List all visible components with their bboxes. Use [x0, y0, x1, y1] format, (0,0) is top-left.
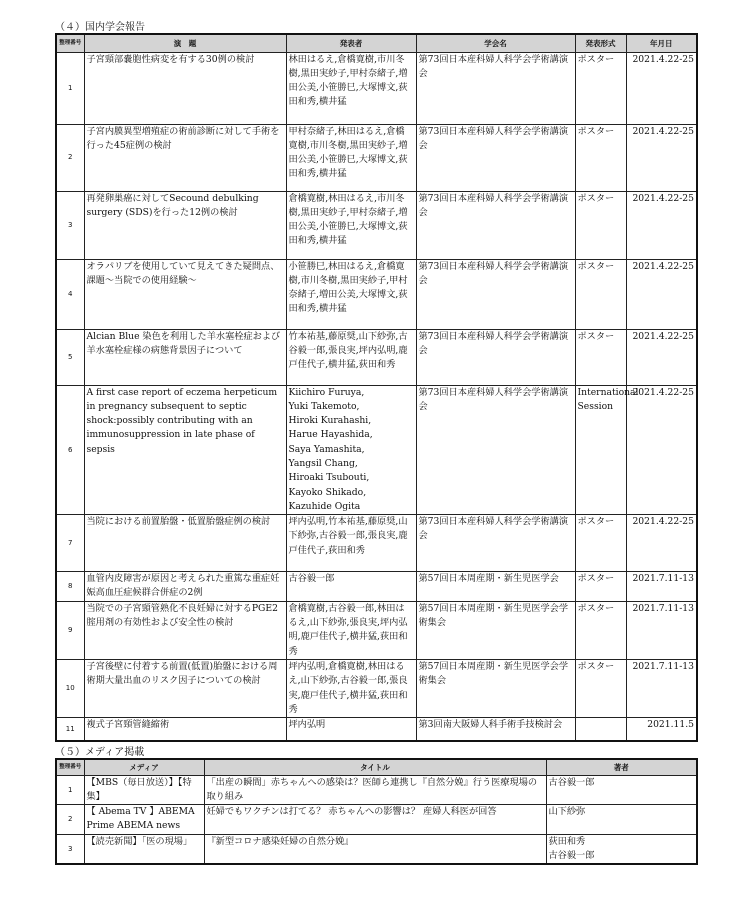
row-title: A first case report of eczema herpeticum in pregnancy subsequent to septic shock:possibly contributing with an immunosuppression in late phase of sepsis [84, 385, 286, 515]
row-number: 6 [56, 385, 84, 515]
row-title: 当院での子宮頸管熟化不良妊婦に対するPGE2腟用剤の有効性および安全性の検討 [84, 601, 286, 659]
row-format: ポスター [575, 659, 626, 717]
row-presenters: 坪内弘明 [286, 718, 416, 741]
section-title-media: （５）メディア掲載 [55, 747, 145, 758]
row-presenters: 坪内弘明,竹本祐基,藤原奨,山下紗弥,古谷毅一郎,張良実,鹿戸佳代子,荻田和秀 [286, 515, 416, 572]
media-row-number: 1 [56, 775, 84, 805]
row-conference: 第73回日本産科婦人科学会学術講演会 [416, 124, 575, 191]
header-conference: 学会名 [416, 34, 575, 52]
media-row-title: 『新型コロナ感染妊婦の自然分娩』 [204, 834, 546, 864]
row-format: ポスター [575, 515, 626, 572]
row-title: 子宮後壁に付着する前置(低置)胎盤における周術期大量出血のリスク因子についての検討 [84, 659, 286, 717]
row-date: 2021.4.22-25 [626, 124, 697, 191]
row-format: ポスター [575, 572, 626, 602]
row-conference: 第57回日本周産期・新生児医学会学術集会 [416, 601, 575, 659]
row-format: ポスター [575, 52, 626, 124]
row-presenters: 林田はるえ,倉橋寛樹,市川冬樹,黒田実紗子,甲村奈緒子,増田公美,小笹勝巳,大塚博文,荻田和秀,横井猛 [286, 52, 416, 124]
media-header-media: メディア [84, 759, 204, 775]
row-conference: 第73回日本産科婦人科学会学術講演会 [416, 515, 575, 572]
row-presenters: 小笹勝巳,林田はるえ,倉橋寛樹,市川冬樹,黒田実紗子,甲村奈緒子,増田公美,大塚博文,荻田和秀,横井猛 [286, 259, 416, 329]
media-row-title: 妊婦でもワクチンは打てる？ 赤ちゃんへの影響は？ 産婦人科医が回答 [204, 805, 546, 835]
row-number: 10 [56, 659, 84, 717]
table-row [56, 515, 697, 572]
row-date: 2021.4.22-25 [626, 191, 697, 259]
row-conference: 第73回日本産科婦人科学会学術講演会 [416, 52, 575, 124]
table-row [56, 52, 697, 124]
row-format: ポスター [575, 191, 626, 259]
header-presenters: 発表者 [286, 34, 416, 52]
row-title: 当院における前置胎盤・低置胎盤症例の検討 [84, 515, 286, 572]
table-row [56, 259, 697, 329]
row-title: 血管内皮障害が原因と考えられた重篤な重症妊娠高血圧症候群合併症の2例 [84, 572, 286, 602]
table-row [56, 775, 697, 805]
row-title: 複式子宮頸管縫縮術 [84, 718, 286, 741]
row-conference: 第73回日本産科婦人科学会学術講演会 [416, 385, 575, 515]
row-title: オラパリブを使用していて見えてきた疑問点、課題～当院での使用経験～ [84, 259, 286, 329]
row-title: 再発卵巣癌に対してSecound debulking surgery (SDS)を行った12例の検討 [84, 191, 286, 259]
media-row-number: 3 [56, 834, 84, 864]
table-row [56, 834, 697, 864]
row-number: 5 [56, 329, 84, 385]
row-presenters: 竹本祐基,藤原奨,山下紗弥,古谷毅一郎,張良実,坪内弘明,鹿戸佳代子,横井猛,荻田和秀 [286, 329, 416, 385]
media-table [55, 758, 698, 865]
media-row-media: 【 Abema TV 】ABEMA Prime ABEMA news [84, 805, 204, 835]
row-number: 9 [56, 601, 84, 659]
table-row [56, 191, 697, 259]
row-presenters: Kiichiro Furuya, Yuki Takemoto, Hiroki Kurahashi, Harue Hayashida, Saya Yamashita, Yangsil Chang, Hiroaki Tsubouti, Kayoko Shikado, Kazuhide Ogita [286, 385, 416, 515]
media-row-media: 【MBS（毎日放送）】【特集】 [84, 775, 204, 805]
media-row-title: 「出産の瞬間」赤ちゃんへの感染は？医師ら連携し『自然分娩』行う医療現場の取り組み [204, 775, 546, 805]
row-format: International Session [575, 385, 626, 515]
table-row [56, 805, 697, 835]
row-number: 4 [56, 259, 84, 329]
row-format: ポスター [575, 601, 626, 659]
header-title: 演 題 [84, 34, 286, 52]
table-row [56, 385, 697, 515]
row-title: 子宮内膜異型増殖症の術前診断に対して手術を行った45症例の検討 [84, 124, 286, 191]
row-date: 2021.4.22-25 [626, 52, 697, 124]
row-conference: 第57回日本周産期・新生児医学会学術集会 [416, 659, 575, 717]
row-number: 2 [56, 124, 84, 191]
row-format: ポスター [575, 124, 626, 191]
row-number: 11 [56, 718, 84, 741]
row-presenters: 古谷毅一郎 [286, 572, 416, 602]
row-date: 2021.4.22-25 [626, 385, 697, 515]
row-presenters: 坪内弘明,倉橋寛樹,林田はるえ,山下紗弥,古谷毅一郎,張良実,鹿戸佳代子,横井猛,荻田和秀 [286, 659, 416, 717]
row-conference: 第3回南大阪婦人科手術手技検討会 [416, 718, 575, 741]
media-row-author: 山下紗弥 [546, 805, 697, 835]
table-row [56, 718, 697, 741]
row-conference: 第73回日本産科婦人科学会学術講演会 [416, 329, 575, 385]
media-header-title: タイトル [204, 759, 546, 775]
row-date: 2021.7.11-13 [626, 659, 697, 717]
row-date: 2021.4.22-25 [626, 515, 697, 572]
row-conference: 第73回日本産科婦人科学会学術講演会 [416, 259, 575, 329]
row-conference: 第73回日本産科婦人科学会学術講演会 [416, 191, 575, 259]
row-presenters: 倉橋寛樹,林田はるえ,市川冬樹,黒田実紗子,甲村奈緒子,増田公美,小笹勝巳,大塚博文,荻田和秀,横井猛 [286, 191, 416, 259]
media-row-media: 【読売新聞】「医の現場」 [84, 834, 204, 864]
row-number: 8 [56, 572, 84, 602]
row-date: 2021.7.11-13 [626, 601, 697, 659]
row-title: 子宮頸部嚢胞性病変を有する30例の検討 [84, 52, 286, 124]
row-number: 3 [56, 191, 84, 259]
table-row [56, 572, 697, 602]
media-header-number: 整理番号 [56, 759, 84, 775]
media-header-author: 著者 [546, 759, 697, 775]
row-presenters: 甲村奈緒子,林田はるえ,倉橋寛樹,市川冬樹,黒田実紗子,増田公美,小笹勝巳,大塚博文,荻田和秀,横井猛 [286, 124, 416, 191]
row-format: ポスター [575, 259, 626, 329]
row-date: 2021.4.22-25 [626, 329, 697, 385]
row-title: Alcian Blue 染色を利用した羊水塞栓症および羊水塞栓症様の病態背景因子について [84, 329, 286, 385]
row-conference: 第57回日本周産期・新生児医学会 [416, 572, 575, 602]
table-row [56, 659, 697, 717]
row-format [575, 718, 626, 741]
media-row-author: 古谷毅一郎 [546, 775, 697, 805]
row-date: 2021.4.22-25 [626, 259, 697, 329]
row-date: 2021.7.11-13 [626, 572, 697, 602]
media-row-author: 荻田和秀 古谷毅一郎 [546, 834, 697, 864]
table-row [56, 601, 697, 659]
header-date: 年月日 [626, 34, 697, 52]
row-number: 7 [56, 515, 84, 572]
domestic-conference-table [55, 33, 698, 742]
row-date: 2021.11.5 [626, 718, 697, 741]
section-title-domestic: （４）国内学会報告 [55, 22, 145, 33]
media-row-number: 2 [56, 805, 84, 835]
header-number: 整理番号 [56, 34, 84, 52]
table-row [56, 329, 697, 385]
table-row [56, 124, 697, 191]
row-presenters: 倉橋寛樹,古谷毅一郎,林田はるえ,山下紗弥,張良実,坪内弘明,鹿戸佳代子,横井猛,荻田和秀 [286, 601, 416, 659]
row-format: ポスター [575, 329, 626, 385]
header-format: 発表形式 [575, 34, 626, 52]
row-number: 1 [56, 52, 84, 124]
